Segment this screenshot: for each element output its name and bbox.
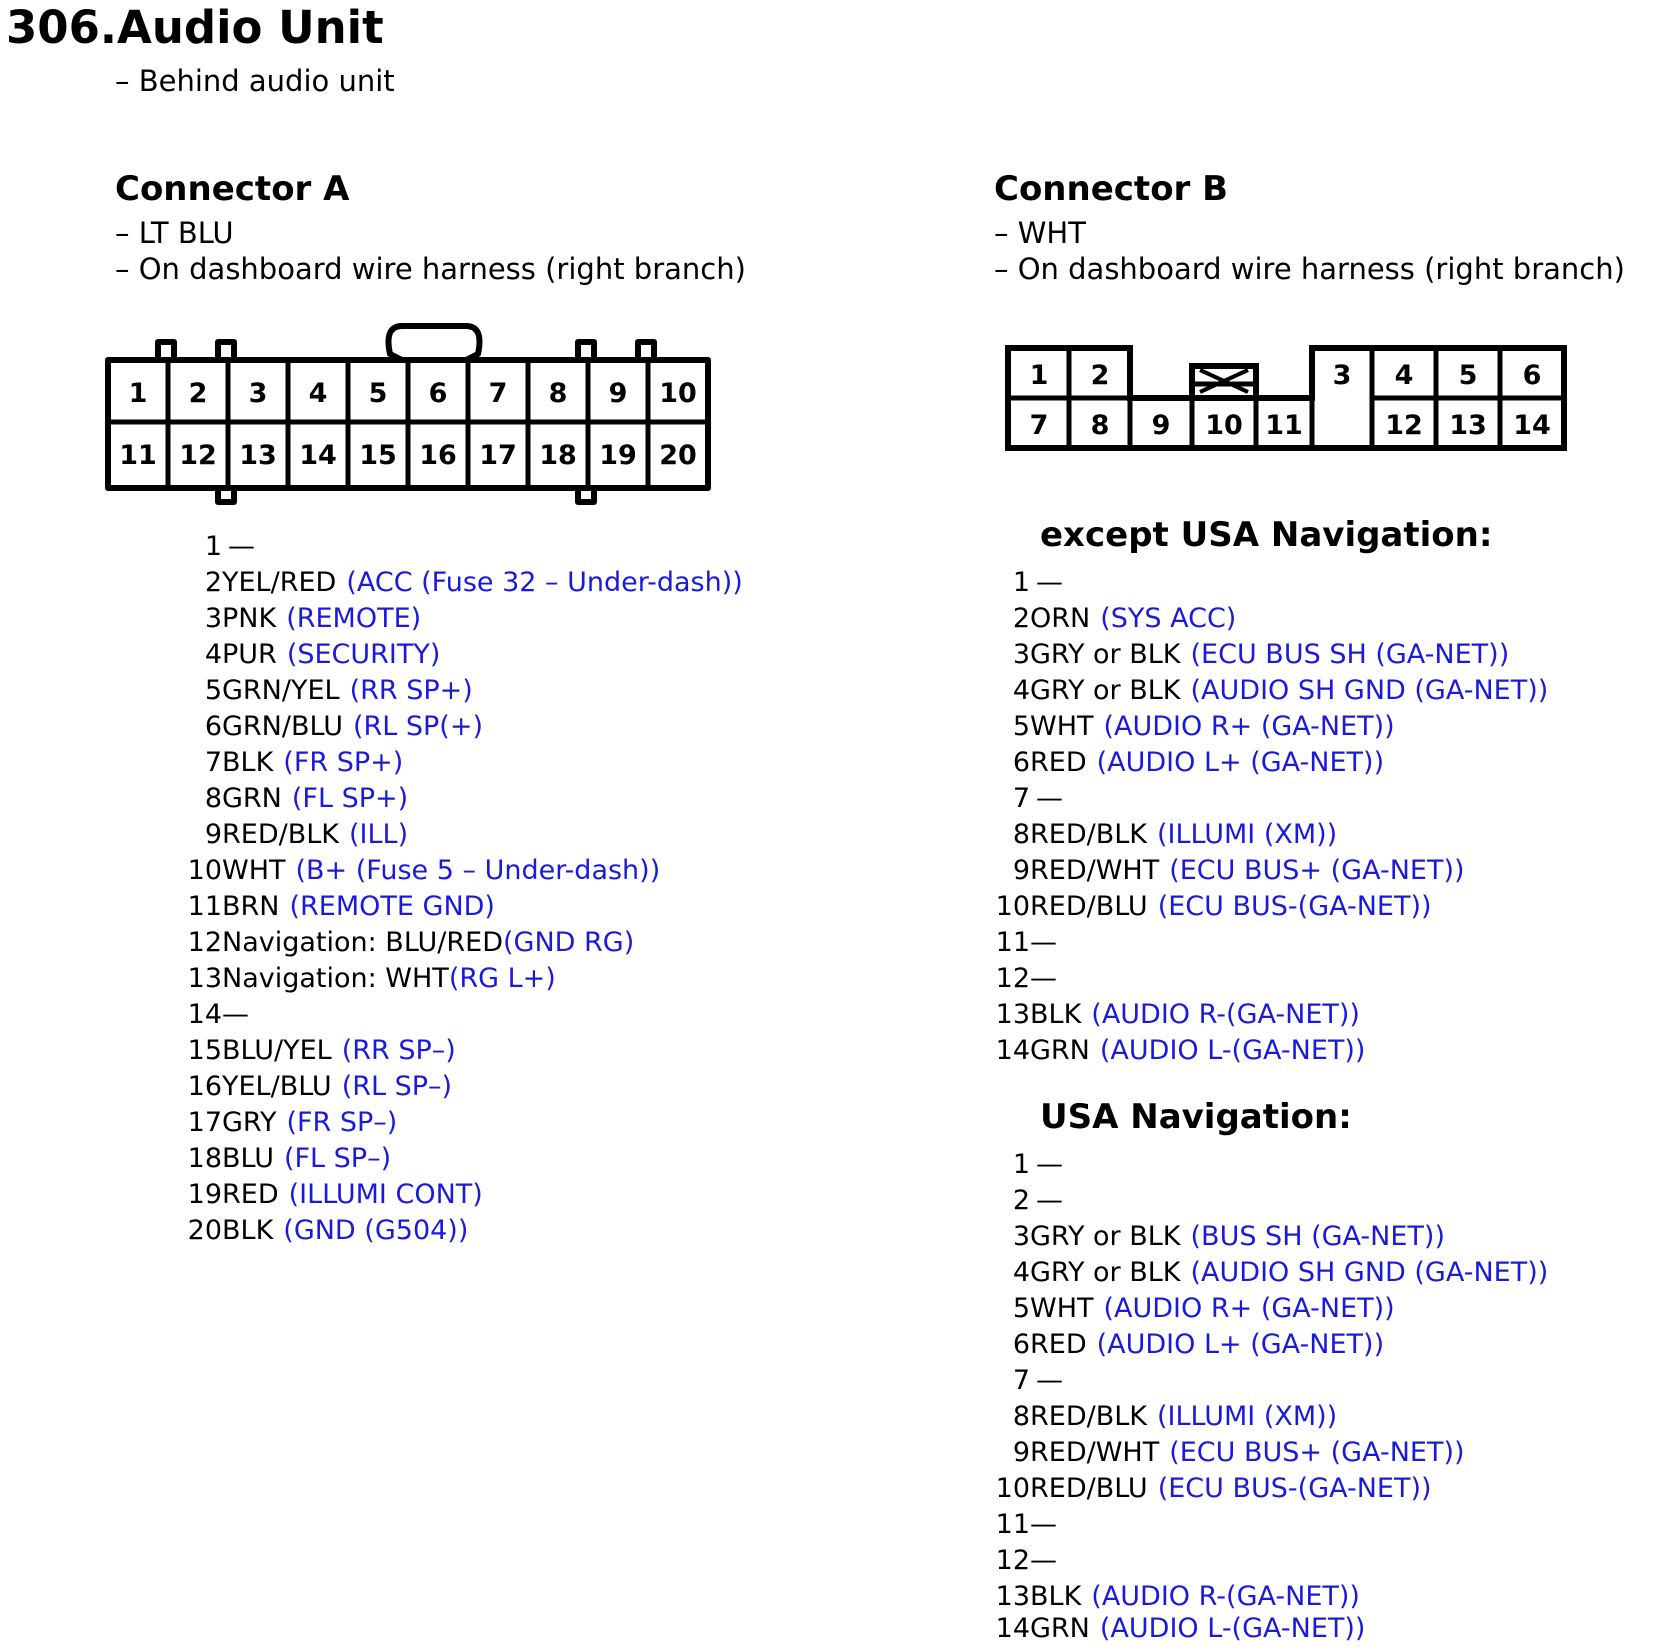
pin-number: 9	[1012, 1437, 1030, 1468]
connector-b-cavity-label: 5	[1458, 360, 1478, 391]
wire-color: RED/BLU	[1030, 891, 1148, 922]
pin-number: 12	[995, 963, 1030, 994]
pin-row	[204, 745, 404, 781]
connector-b-cavity-label: 11	[1265, 410, 1303, 441]
pin-row	[187, 961, 556, 997]
pin-number: 16	[187, 1071, 222, 1102]
wire-color: GRN	[1030, 1613, 1090, 1644]
section-title-except-usa-navigation: except USA Navigation:	[1040, 515, 1493, 555]
pin-number: 9	[1012, 855, 1030, 886]
pin-number: 17	[187, 1107, 222, 1138]
wire-color: RED/WHT	[1030, 1437, 1160, 1468]
pin-number: 18	[187, 1143, 222, 1174]
pin-number: 20	[187, 1215, 222, 1246]
pin-row	[995, 1579, 1360, 1615]
pin-function: (AUDIO SH GND (GA-NET))	[1190, 675, 1549, 706]
connector-b-cavity-label: 8	[1090, 410, 1110, 441]
pin-row	[995, 1543, 1067, 1579]
connector-a-cavity-label: 7	[488, 378, 508, 409]
pin-number: 12	[995, 1545, 1030, 1576]
pin-function: (RL SP(+)	[352, 711, 483, 742]
pin-row	[204, 637, 441, 673]
pin-number: 1	[1012, 567, 1030, 598]
wire-color: BLU	[222, 1143, 274, 1174]
pin-number: 10	[187, 855, 222, 886]
pin-row	[1012, 709, 1395, 745]
pin-number: 4	[204, 639, 222, 670]
pin-row	[187, 1213, 469, 1249]
pin-row	[204, 529, 265, 565]
connector-b-cavity-label: 13	[1449, 410, 1487, 441]
pin-function: (AUDIO L-(GA-NET))	[1099, 1035, 1366, 1066]
pin-function: (REMOTE GND)	[289, 891, 495, 922]
connector-a-cavity-label: 8	[548, 378, 568, 409]
wire-color: RED	[1030, 747, 1087, 778]
wire-color: RED	[222, 1179, 279, 1210]
pin-row	[995, 1507, 1067, 1543]
pin-function: (ILL)	[348, 819, 409, 850]
pin-number: 3	[204, 603, 222, 634]
pin-row	[1012, 817, 1338, 853]
pin-function: (GND RG)	[503, 927, 635, 958]
pin-function: (ECU BUS-(GA-NET))	[1157, 1473, 1432, 1504]
pin-row	[995, 925, 1067, 961]
wire-color: —	[228, 531, 255, 562]
connector-a-cavity-label: 2	[188, 378, 208, 409]
connector-a-cavity-label: 20	[659, 440, 697, 471]
wire-color: GRY	[222, 1107, 277, 1138]
pin-number: 1	[1012, 1149, 1030, 1180]
pin-function: (ECU BUS SH (GA-NET))	[1190, 639, 1510, 670]
connector-b-cavity-label: 6	[1522, 360, 1542, 391]
pin-number: 9	[204, 819, 222, 850]
connector-b-cavity-label: 1	[1029, 360, 1049, 391]
connector-b-cavity-label: 7	[1029, 410, 1049, 441]
pin-number: 14	[995, 1035, 1030, 1066]
pin-function: (AUDIO L+ (GA-NET))	[1096, 1329, 1385, 1360]
pin-number: 11	[995, 1509, 1030, 1540]
connector-a-diagram	[100, 318, 720, 508]
pin-number: 15	[187, 1035, 222, 1066]
connector-a-cavity-label: 18	[539, 440, 577, 471]
pin-row	[995, 961, 1067, 997]
pin-row	[187, 1069, 453, 1105]
wire-color: —	[1030, 963, 1057, 994]
wire-color: GRN	[222, 783, 282, 814]
pin-row	[187, 1177, 483, 1213]
connector-b-cavity-label: 3	[1332, 360, 1352, 391]
pin-function: (RR SP–)	[341, 1035, 456, 1066]
pin-row	[204, 601, 422, 637]
pin-number: 3	[1012, 639, 1030, 670]
pin-row	[1012, 1147, 1073, 1183]
wire-color: RED/BLK	[222, 819, 339, 850]
section-title-usa-navigation: USA Navigation:	[1040, 1097, 1352, 1137]
wire-color: GRN/YEL	[222, 675, 340, 706]
pin-function: (ECU BUS-(GA-NET))	[1157, 891, 1432, 922]
wire-color: —	[1036, 1149, 1063, 1180]
pin-function: (AUDIO L-(GA-NET))	[1099, 1613, 1366, 1644]
pin-function: (FR SP+)	[283, 747, 404, 778]
pin-row	[1012, 565, 1073, 601]
wire-color: BRN	[222, 891, 280, 922]
pin-number: 10	[995, 1473, 1030, 1504]
wire-color: GRN/BLU	[222, 711, 343, 742]
pin-number: 13	[995, 999, 1030, 1030]
wire-color: RED	[1030, 1329, 1087, 1360]
pin-row	[1012, 637, 1510, 673]
wire-color: RED/BLU	[1030, 1473, 1148, 1504]
pin-row	[187, 1141, 392, 1177]
wire-color: RED/BLK	[1030, 1401, 1147, 1432]
connector-a-title: Connector A	[115, 169, 350, 209]
pin-row	[1012, 1255, 1549, 1291]
pin-function: (B+ (Fuse 5 – Under-dash))	[295, 855, 661, 886]
wire-color: BLU/YEL	[222, 1035, 332, 1066]
wire-color: —	[1036, 1185, 1063, 1216]
pin-number: 7	[1012, 1365, 1030, 1396]
connector-a-cavity-label: 5	[368, 378, 388, 409]
pin-number: 11	[187, 891, 222, 922]
wire-color: BLK	[1030, 999, 1082, 1030]
connector-b-cavity-label: 9	[1151, 410, 1171, 441]
wire-color: —	[1036, 1365, 1063, 1396]
pin-number: 5	[204, 675, 222, 706]
wire-color: BLK	[1030, 1581, 1082, 1612]
wire-color: GRN	[1030, 1035, 1090, 1066]
page-subtitle: – Behind audio unit	[115, 64, 395, 98]
page-title: 306.Audio Unit	[6, 1, 384, 54]
connector-a-cavity-label: 12	[179, 440, 217, 471]
pin-row	[187, 853, 661, 889]
pin-row	[204, 781, 409, 817]
connector-b-color-note: – WHT	[994, 216, 1086, 250]
wire-color: GRY or BLK	[1030, 1221, 1181, 1252]
pin-number: 6	[204, 711, 222, 742]
wire-color: —	[1036, 567, 1063, 598]
wire-color: WHT	[1030, 711, 1094, 742]
pin-number: 6	[1012, 1329, 1030, 1360]
pin-row	[1012, 1435, 1465, 1471]
pin-row	[204, 817, 409, 853]
pin-row	[1012, 1183, 1073, 1219]
pin-number: 10	[995, 891, 1030, 922]
connector-a-cavity-label: 14	[299, 440, 337, 471]
wire-color: —	[1030, 1545, 1057, 1576]
pin-function: (RG L+)	[448, 963, 556, 994]
pin-number: 6	[1012, 747, 1030, 778]
pin-row	[1012, 1327, 1385, 1363]
connector-b-cavity-label: 2	[1090, 360, 1110, 391]
pin-number: 11	[995, 927, 1030, 958]
connector-b-cavity-label: 12	[1385, 410, 1423, 441]
wire-color: PNK	[222, 603, 277, 634]
pin-function: (ILLUMI (XM))	[1156, 819, 1338, 850]
pin-function: (ILLUMI CONT)	[288, 1179, 483, 1210]
wire-color: PUR	[222, 639, 277, 670]
pin-function: (AUDIO L+ (GA-NET))	[1096, 747, 1385, 778]
wire-color: GRY or BLK	[1030, 675, 1181, 706]
pin-row	[1012, 745, 1385, 781]
connector-a-lock-tab	[389, 326, 480, 360]
pin-row	[1012, 1399, 1338, 1435]
pin-row	[1012, 781, 1073, 817]
connector-b-location-note: – On dashboard wire harness (right branch)	[994, 252, 1625, 286]
pin-row	[995, 1471, 1432, 1507]
pin-function: (ACC (Fuse 32 – Under-dash))	[346, 567, 743, 598]
pin-number: 2	[1012, 1185, 1030, 1216]
pin-function: (RL SP–)	[341, 1071, 453, 1102]
pin-row	[995, 1611, 1366, 1647]
wire-color: GRY or BLK	[1030, 1257, 1181, 1288]
pin-function: (AUDIO SH GND (GA-NET))	[1190, 1257, 1549, 1288]
connector-b-cavity-label: 14	[1513, 410, 1551, 441]
pin-number: 19	[187, 1179, 222, 1210]
pin-function: (ILLUMI (XM))	[1156, 1401, 1338, 1432]
pin-row	[187, 997, 259, 1033]
pin-row	[1012, 853, 1465, 889]
pin-number: 8	[1012, 1401, 1030, 1432]
wire-color: ORN	[1030, 603, 1091, 634]
pin-function: (FR SP–)	[286, 1107, 398, 1138]
pin-row	[187, 925, 635, 961]
connector-b-title: Connector B	[994, 169, 1229, 209]
pin-function: (SECURITY)	[286, 639, 441, 670]
pin-number: 8	[204, 783, 222, 814]
pin-number: 14	[995, 1613, 1030, 1644]
pin-function: (AUDIO R+ (GA-NET))	[1103, 1293, 1395, 1324]
connector-b-cavity-label: 4	[1394, 360, 1414, 391]
pin-function: (AUDIO R+ (GA-NET))	[1103, 711, 1395, 742]
pin-function: (FL SP+)	[291, 783, 409, 814]
pin-number: 4	[1012, 675, 1030, 706]
pin-number: 7	[1012, 783, 1030, 814]
pin-function: (FL SP–)	[283, 1143, 392, 1174]
pin-number: 4	[1012, 1257, 1030, 1288]
wire-color: YEL/RED	[222, 567, 337, 598]
pin-row	[204, 673, 473, 709]
pin-number: 2	[1012, 603, 1030, 634]
pin-number: 2	[204, 567, 222, 598]
pin-function: (AUDIO R-(GA-NET))	[1091, 1581, 1360, 1612]
connector-b-cavity-label: 10	[1205, 410, 1243, 441]
pin-number: 7	[204, 747, 222, 778]
pin-row	[187, 889, 495, 925]
wire-color: WHT	[222, 855, 286, 886]
pin-row	[187, 1105, 398, 1141]
wire-color: —	[222, 999, 249, 1030]
pin-function: (ECU BUS+ (GA-NET))	[1169, 855, 1465, 886]
connector-a-color-note: – LT BLU	[115, 216, 234, 250]
pin-function: (ECU BUS+ (GA-NET))	[1169, 1437, 1465, 1468]
pin-number: 8	[1012, 819, 1030, 850]
connector-a-cavity-label: 6	[428, 378, 448, 409]
connector-a-cavity-label: 16	[419, 440, 457, 471]
pin-number: 1	[204, 531, 222, 562]
connector-a-cavity-label: 3	[248, 378, 268, 409]
pin-number: 12	[187, 927, 222, 958]
wire-color: BLK	[222, 1215, 274, 1246]
pin-row	[1012, 1363, 1073, 1399]
connector-b-diagram	[1000, 340, 1580, 460]
connector-a-cavity-label: 10	[659, 378, 697, 409]
pin-function: (REMOTE)	[286, 603, 422, 634]
connector-a-cavity-label: 15	[359, 440, 397, 471]
pin-number: 13	[995, 1581, 1030, 1612]
connector-a-cavity-label: 1	[128, 378, 148, 409]
wire-color: —	[1030, 1509, 1057, 1540]
pin-function: (GND (G504))	[283, 1215, 469, 1246]
pin-number: 14	[187, 999, 222, 1030]
pin-row	[204, 709, 483, 745]
connector-a-cavity-label: 17	[479, 440, 517, 471]
wire-color: WHT	[1030, 1293, 1094, 1324]
connector-a-location-note: – On dashboard wire harness (right branch)	[115, 252, 746, 286]
connector-a-cavity-label: 19	[599, 440, 637, 471]
pin-row	[995, 889, 1432, 925]
pin-function: (BUS SH (GA-NET))	[1190, 1221, 1445, 1252]
pin-number: 5	[1012, 1293, 1030, 1324]
pin-number: 5	[1012, 711, 1030, 742]
pin-row	[187, 1033, 456, 1069]
pin-number: 13	[187, 963, 222, 994]
wire-color: RED/BLK	[1030, 819, 1147, 850]
pin-row	[204, 565, 743, 601]
pin-function: (AUDIO R-(GA-NET))	[1091, 999, 1360, 1030]
pin-row	[995, 1033, 1366, 1069]
connector-a-cavity-label: 4	[308, 378, 328, 409]
connector-a-cavity-label: 13	[239, 440, 277, 471]
connector-a-cavity-label: 11	[119, 440, 157, 471]
wire-color: —	[1036, 783, 1063, 814]
wire-color: YEL/BLU	[222, 1071, 332, 1102]
wire-color: Navigation: WHT	[222, 963, 449, 994]
pin-row	[1012, 1291, 1395, 1327]
wire-color: BLK	[222, 747, 274, 778]
wire-color: Navigation: BLU/RED	[222, 927, 503, 958]
wire-color: RED/WHT	[1030, 855, 1160, 886]
pin-function: (SYS ACC)	[1100, 603, 1237, 634]
wire-color: GRY or BLK	[1030, 639, 1181, 670]
pin-number: 3	[1012, 1221, 1030, 1252]
wire-color: —	[1030, 927, 1057, 958]
pin-row	[995, 997, 1360, 1033]
connector-a-cavity-label: 9	[608, 378, 628, 409]
pin-row	[1012, 1219, 1445, 1255]
pin-function: (RR SP+)	[349, 675, 473, 706]
pin-row	[1012, 673, 1549, 709]
pin-row	[1012, 601, 1237, 637]
